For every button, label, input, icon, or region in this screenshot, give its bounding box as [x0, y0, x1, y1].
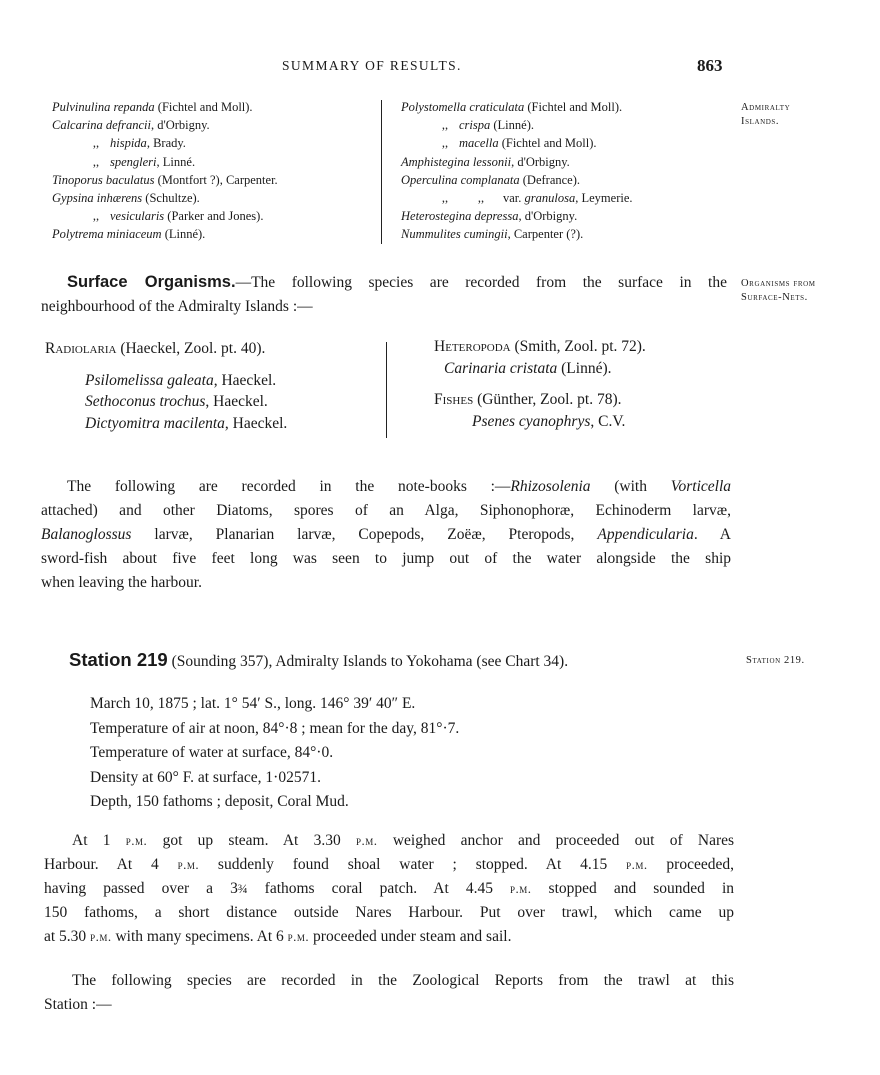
list-item: Psilomelissa galeata, Haeckel. — [85, 371, 277, 389]
list-item: Amphistegina lessonii, d'Orbigny. — [401, 154, 570, 169]
list-item: ,, hispida, Brady. — [92, 136, 186, 151]
heteropoda-fishes-list: Heteropoda (Smith, Zool. pt. 72). Carinaria cristata (Linné). Fishes (Günther, Zool. pt. 78). Psenes cyanophrys, C.V. — [434, 336, 646, 432]
station-data-line: Density at 60° F. at surface, 1·02571. — [90, 768, 321, 786]
station-data-line: Temperature of air at noon, 84°·8 ; mean for the day, 81°·7. — [90, 719, 460, 737]
list-item: ,, spengleri, Linné. — [92, 154, 196, 169]
notebooks-paragraph: The following are recorded in the note-books :—Rhizosolenia (with Vorticella attached) and other Diatoms, spores of an Alga, Siphonophoræ, Echinoderm larvæ, Balanoglossus larvæ, Planarian larvæ, Copepods, Zoëæ, Pteropods, Appendicularia. A sword-fish about five feet long was seen to jump out of the water alongside the ship when leaving the harbour. — [41, 478, 732, 591]
list-item: Tinoporus baculatus (Montfort ?), Carpenter. — [52, 172, 278, 187]
margin-note-line: Admiralty — [741, 102, 791, 113]
station-data-line: Depth, 150 fathoms ; deposit, Coral Mud. — [90, 793, 349, 810]
radiolaria-list: Radiolaria (Haeckel, Zool. pt. 40). Psilomelissa galeata, Haeckel. Sethoconus trochus, Haeckel. Dictyomitra macilenta, Haeckel. — [45, 338, 287, 434]
list-item: Gypsina inhærens (Schultze). — [52, 190, 200, 205]
margin-note-line: Islands. — [741, 116, 780, 127]
station-data-line: Temperature of water at surface, 84°·0. — [90, 744, 334, 761]
margin-note-organisms — [741, 277, 816, 305]
margin-note-line: Station 219. — [746, 655, 805, 666]
list-item: Heterostegina depressa, d'Orbigny. — [401, 209, 578, 224]
station-heading: Station 219 (Sounding 357), Admiralty Islands to Yokohama (see Chart 34). — [69, 649, 569, 670]
list-item: Nummulites cumingii, Carpenter (?). — [401, 227, 584, 242]
list-item: Polystomella craticulata (Fichtel and Moll). — [401, 100, 623, 114]
list-item: Psenes cyanophrys, C.V. — [472, 412, 626, 430]
species-list-right — [401, 98, 721, 244]
column-divider — [386, 342, 387, 438]
station-title: Station 219 — [69, 649, 168, 670]
margin-note-line: Surface-Nets. — [741, 292, 808, 303]
list-item: Dictyomitra macilenta, Haeckel. — [85, 414, 288, 432]
column-divider — [381, 100, 382, 244]
narrative-paragraph: At 1 p.m. got up steam. At 3.30 p.m. weighed anchor and proceeded out of Nares Harbour. At 4 p.m. suddenly found shoal water ; stopped. At 4.15 p.m. proceeded, having passed over a 3¾ fathoms coral patch. At 4.45 p.m. stopped and sounded in 150 fathoms, a short distance outside Nares Harbour. Put over trawl, which came up at 5.30 p.m. with many specimens. At 6 p.m. proceeded under steam and sail. — [44, 832, 735, 945]
station-data-line: March 10, 1875 ; lat. 1° 54′ S., long. 146° 39′ 40″ E. — [90, 695, 416, 712]
list-item: Pulvinulina repanda (Fichtel and Moll). — [52, 100, 253, 114]
list-item: ,, crispa (Linné). — [441, 118, 534, 133]
list-item: Carinaria cristata (Linné). — [444, 359, 612, 377]
section-heading: Surface Organisms. — [67, 273, 236, 291]
list-item: Sethoconus trochus, Haeckel. — [85, 393, 268, 410]
list-item: ,, vesicularis (Parker and Jones). — [92, 209, 264, 224]
page-number: 863 — [697, 56, 723, 75]
list-item: Polytrema miniaceum (Linné). — [52, 227, 206, 242]
surface-organisms-paragraph: Surface Organisms.—The following species are recorded from the surface in the neighbourhood of the Admiralty Islands :— — [41, 273, 727, 315]
list-item: ,, macella (Fichtel and Moll). — [441, 136, 597, 151]
margin-note-station — [746, 654, 805, 668]
margin-note-admiralty — [741, 101, 790, 129]
closing-paragraph: The following species are recorded in the Zoological Reports from the trawl at this Station :— — [44, 972, 734, 1013]
list-item: Calcarina defrancii, d'Orbigny. — [52, 118, 210, 133]
running-head: SUMMARY OF RESULTS. — [282, 58, 462, 73]
species-list-left — [52, 98, 372, 244]
list-item: Operculina complanata (Defrance). — [401, 172, 580, 187]
station-data — [90, 692, 459, 815]
list-item: ,, ,, var. granulosa, Leymerie. — [441, 190, 633, 205]
margin-note-line: Organisms from — [741, 278, 816, 289]
page-header — [0, 56, 880, 80]
